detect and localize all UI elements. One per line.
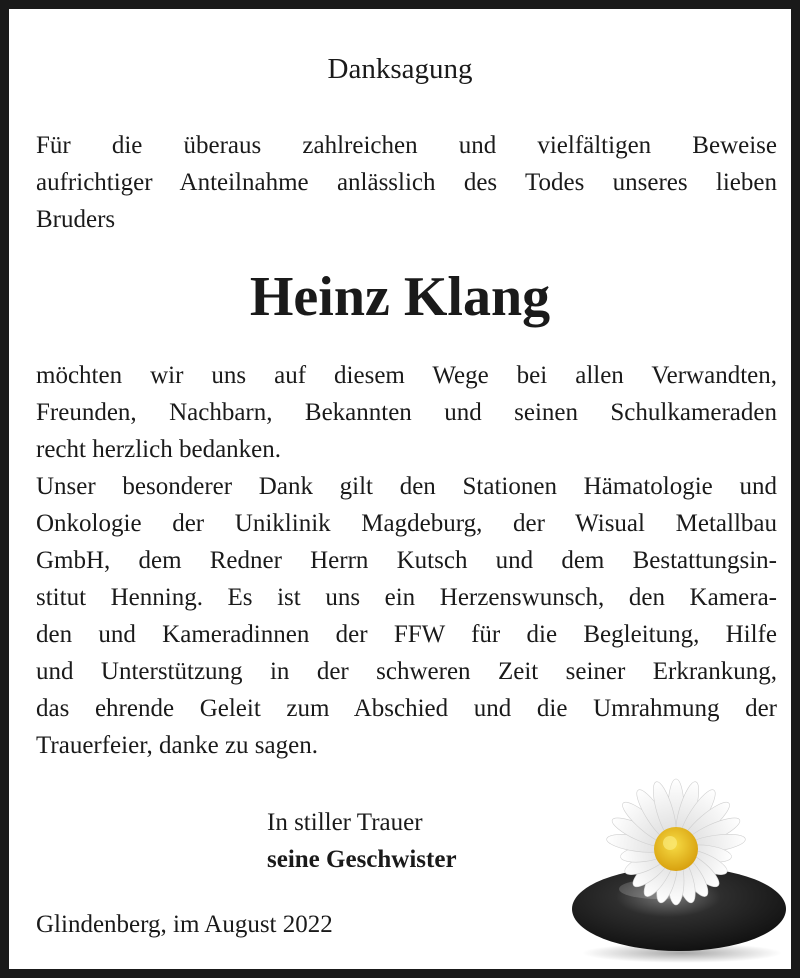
place-date: Glindenberg, im August 2022	[36, 911, 333, 938]
body-line: Unser besonderer Dank gilt den Stationen Hämatologie und	[36, 473, 777, 500]
body-line: recht herzlich bedanken.	[36, 436, 282, 463]
intro-line: Für die überaus zahlreichen und vielfältigen Beweise	[36, 132, 777, 159]
notice-title: Danksagung	[327, 53, 473, 85]
body-line: Freunden, Nachbarn, Bekannten und seinen Schulkameraden	[36, 399, 777, 426]
body-paragraph	[36, 357, 777, 764]
body-line: den und Kameradinnen der FFW für die Begleitung, Hilfe	[36, 621, 777, 648]
deceased-name: Heinz Klang	[249, 266, 551, 328]
body-line: Onkologie der Uniklinik Magdeburg, der Wisual Metallbau	[36, 510, 777, 537]
body-line: das ehrende Geleit zum Abschied und die Umrahmung der	[36, 695, 777, 722]
body-line: Trauerfeier, danke zu sagen.	[36, 732, 318, 759]
intro-line: aufrichtiger Anteilnahme anlässlich des Todes unseres lieben	[36, 169, 777, 196]
intro-line: Bruders	[36, 206, 116, 233]
body-line: möchten wir uns auf diesem Wege bei allen Verwandten,	[36, 362, 777, 389]
closing-text: In stiller Trauer	[267, 809, 423, 836]
daisy-on-stone-icon	[564, 769, 794, 969]
signature: seine Geschwister	[267, 846, 457, 873]
signature-block	[267, 804, 457, 878]
body-line: und Unterstützung in der schweren Zeit seiner Erkrankung,	[36, 658, 777, 685]
intro-paragraph	[36, 127, 777, 238]
body-line: stitut Henning. Es ist uns ein Herzenswunsch, den Kamera-	[36, 584, 777, 611]
body-line: GmbH, dem Redner Herrn Kutsch und dem Bestattungsin-	[36, 547, 777, 574]
